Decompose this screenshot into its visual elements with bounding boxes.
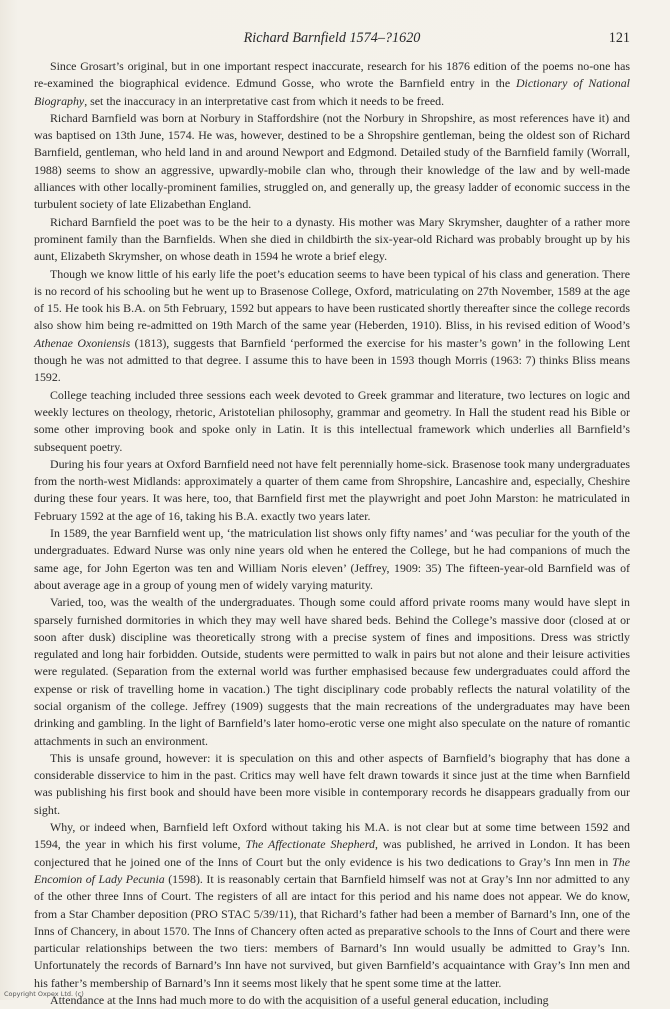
paragraph-text: , set the inaccuracy in an interpretative cast from which it needs to be freed. [84,93,445,108]
italic-title: Dictionary of National Biography [34,76,630,108]
paragraph [34,456,630,525]
paragraph [34,387,630,456]
paragraph [34,819,630,992]
paragraph-text: Richard Barnfield the poet was to be the heir to a dynasty. His mother was Mary Skrymsher, daughter of a rather more prominent family than the Barnfields. When she died in childbirth the six-year-old Richard was probably brought up by his aunt, Elizabeth Skrymsher, on whose death in 1594 he wrote a brief elegy. [34,214,630,264]
paragraph [34,110,630,214]
paragraph-text: This is unsafe ground, however: it is speculation on this and other aspects of Barnfield’s biography that has done a considerable disservice to him in the past. Critics may well have felt drawn towards it since just at the time when Barnfield was publishing his first book and should have been more visible in contemporary records he disappears gradually from our sight. [34,750,630,817]
paragraph-text: , was published, he arrived in London. It has been conjectured that he joined one of the Inns of Court but the only evidence is his two dedications to Gray’s Inn men in [34,837,631,869]
paragraph-text: In 1589, the year Barnfield went up, ‘the matriculation list shows only fifty names’ and ‘was peculiar for the youth of the undergraduates. Edward Nurse was only nine years old when he entered the College, but he had companions of much the same age, for John Egerton was ten and William Noris eleven’ (Jeffrey, 1909: 35) The fifteen-year-old Barnfield was of about average age in a group of young men of widely varying maturity. [34,526,630,592]
paragraph [34,750,630,819]
paragraph-text: Richard Barnfield was born at Norbury in Staffordshire (not the Norbury in Shropshire, as most references have it) and was baptised on 13th June, 1574. He was, however, destined to be a Shropshire gentleman, being the oldest son of Richard Barnfield, gentleman, who held land in and around Newport and Edgmond. Detailed study of the Barnfield family (Worrall, 1988) seems to show an aggressive, upwardly-mobile clan who, through their knowledge of the law and by well-made alliances with other locally-prominent families, struggled on, and generally up, the greasy ladder of economic success in the turbulent society of late Elizabethan England. [34,110,630,212]
paragraph-text: During his four years at Oxford Barnfield need not have felt perennially home-sick. Brasenose took many undergraduates from the north-west Midlands: approximately a quarter of them came from Shropshire, Lancashire and, especially, Cheshire during these four years. It was here, too, that Barnfield first met the playwright and poet John Marston: he matriculated in February 1592 at the age of 16, taking his B.A. exactly two years later. [34,456,630,523]
paragraph [34,525,630,594]
paragraph [34,214,630,266]
page-number: 121 [608,30,630,46]
paragraph-text: Since Grosart’s original, but in one important respect inaccurate, research for his 1876 edition of the poems no-one has re-examined the biographical evidence. Edmund Gosse, who wrote the Barnfield entry in the [34,59,630,91]
paragraph-text: Varied, too, was the wealth of the undergraduates. Though some could afford private rooms many would have slept in sparsely furnished dormitories in which they may well have shared beds. Behind the College’s massive door (closed at or soon after dusk) discipline was theoretically strong with a precise system of fines and impositions. Dress was strictly regulated and long hair forbidden. Outside, students were permitted to walk in pairs but not alone and their leisure activities were regulated. (Separation from the external world was further emphasised because few undergraduates could afford the expense or risk of travelling home in vacation.) The tight disciplinary code probably reflects the natural volatility of the social organism of the college. Jeffrey (1909) suggests that the main recreations of the undergraduates may have been drinking and gambling. In the light of Barnfield’s later homo-erotic verse one might also speculate on the nature of romantic attachments in such an environment. [34,595,630,748]
copyright-notice: Copyright Oxpex Ltd. (c) [4,990,84,998]
body-text [34,58,630,1009]
running-title: Richard Barnfield 1574–?1620 [243,30,421,46]
paragraph-text: Attendance at the Inns had much more to do with the acquisition of a useful general education, including [50,993,549,1008]
italic-title: The Encomion of Lady Pecunia [34,854,630,886]
paragraph [34,594,630,750]
paragraph [34,58,630,110]
paragraph [34,266,630,387]
italic-title: The Affectionate Shepherd [245,837,375,852]
page-header [34,30,630,50]
paragraph-text: Why, or indeed when, Barnfield left Oxford without taking his M.A. is not clear but at some time between 1592 and 1594, the year in which his first volume, [34,820,630,852]
paragraph-text: (1813), suggests that Barnfield ‘performed the exercise for his master’s gown’ in the following Lent though he was not admitted to that degree. I assume this to have been in 1593 though Morris (1963: 7) thinks Bliss means 1592. [34,335,630,385]
paragraph [34,992,630,1009]
paragraph-text: Though we know little of his early life the poet’s education seems to have been typical of his class and generation. There is no record of his schooling but he went up to Brasenose College, Oxford, matriculating on 27th November, 1589 at the age of 15. He took his B.A. on 5th February, 1592 but appears to have been rusticated shortly thereafter since the college records also show him being re-admitted on 19th March of the same year (Heberden, 1910). Bliss, in his revised edition of Wood’s [34,266,630,333]
paragraph-text: (1598). It is reasonably certain that Barnfield himself was not at Gray’s Inn nor admitted to any of the other three Inns of Court. The registers of all are intact for this period and his name does not appear. We do know, from a Star Chamber deposition (PRO STAC 5/39/11), that Richard’s father had been a member of Barnard’s Inn, one of the Inns of Chancery, in about 1570. The Inns of Chancery often acted as preparative schools to the Inns of Court and there were particular relationships between the two tiers: members of Barnard’s Inn would usually be admitted to Gray’s Inn. Unfortunately the records of Barnard’s Inn have not survived, but given Barnfield’s acquaintance with Gray’s Inn men and his father’s membership of Barnard’s Inn it seems most likely that he spent some time at the latter. [34,871,630,990]
italic-title: Athenae Oxoniensis [34,335,131,350]
paragraph-text: College teaching included three sessions each week devoted to Greek grammar and literature, two lectures on logic and weekly lectures on theology, rhetoric, Aristotelian philosophy, grammar and geometry. In Hall the student read his Bible or some other improving book and spoke only in Latin. It is this intellectual framework which underlies all Barnfield’s subsequent poetry. [34,387,630,454]
